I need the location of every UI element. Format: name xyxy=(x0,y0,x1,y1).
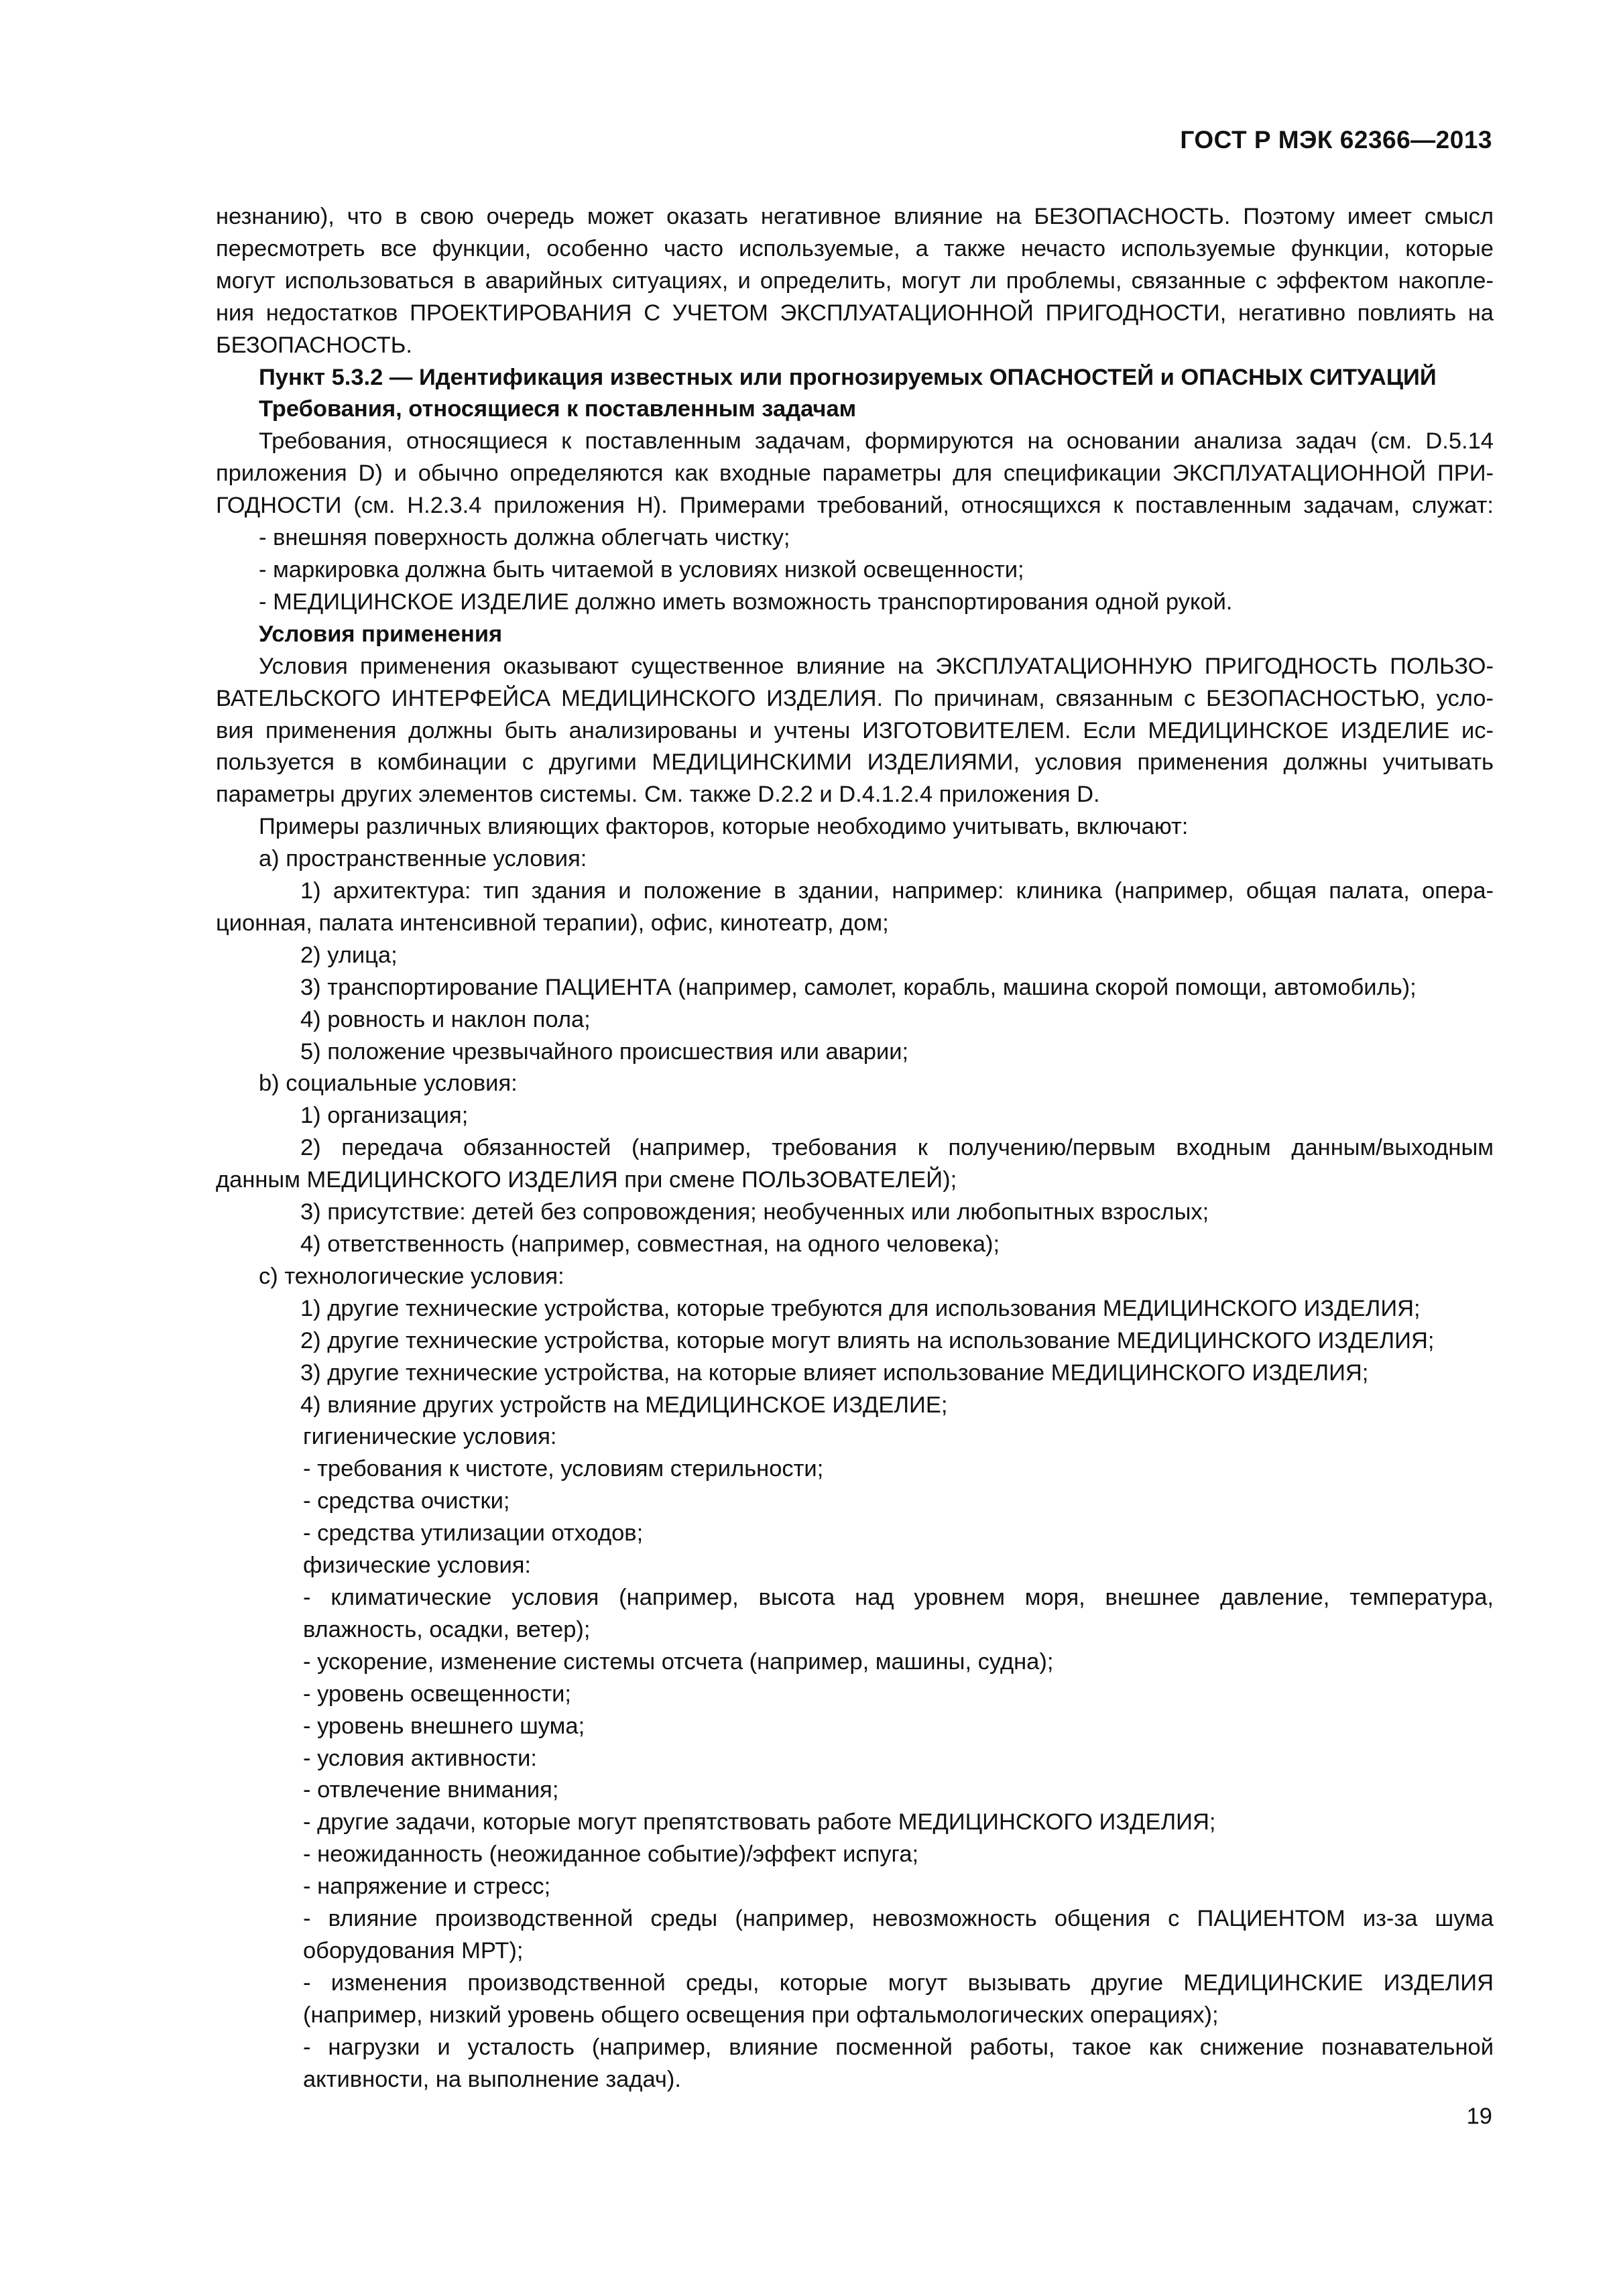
section-heading: Требования, относящиеся к поставленным задачам xyxy=(259,396,857,422)
text-line: - отвлечение внимания; xyxy=(303,1777,559,1803)
text-line: а) пространственные условия: xyxy=(259,846,587,872)
text-line: Условия применения оказывают существенное влияние на ЭКСПЛУАТАЦИОННУЮ ПРИГОДНОСТЬ ПОЛЬЗО- xyxy=(259,653,1494,679)
text-line: незнанию), что в свою очередь может оказать негативное влияние на БЕЗОПАСНОСТЬ. Поэтому имеет смысл xyxy=(216,204,1494,229)
text-line: пользуется в комбинации с другими МЕДИЦИНСКИМИ ИЗДЕЛИЯМИ, условия применения должны учитывать xyxy=(216,749,1494,776)
text-line: - другие задачи, которые могут препятствовать работе МЕДИЦИНСКОГО ИЗДЕЛИЯ; xyxy=(303,1809,1216,1835)
text-line: - неожиданность (неожиданное событие)/эффект испуга; xyxy=(303,1841,919,1868)
text-line: с) технологические условия: xyxy=(259,1263,564,1289)
text-line: могут использоваться в аварийных ситуациях, и определить, могут ли проблемы, связанные с эффектом накопле- xyxy=(216,267,1494,294)
text-line: гигиенические условия: xyxy=(303,1424,557,1450)
text-line: 2) улица; xyxy=(300,942,398,968)
text-line: активности, на выполнение задач). xyxy=(303,2066,681,2092)
text-line: - изменения производственной среды, которые могут вызывать другие МЕДИЦИНСКИЕ ИЗДЕЛИЯ xyxy=(303,1970,1494,1996)
text-line: 4) влияние других устройств на МЕДИЦИНСКОЕ ИЗДЕЛИЕ; xyxy=(300,1392,948,1418)
text-line: - средства очистки; xyxy=(303,1488,510,1514)
text-line: - средства утилизации отходов; xyxy=(303,1520,644,1547)
text-line: - ускорение, изменение системы отсчета (например, машины, судна); xyxy=(303,1648,1054,1675)
text-line: 3) транспортирование ПАЦИЕНТА (например, самолет, корабль, машина скорой помощи, автомобиль); xyxy=(300,974,1417,1000)
text-line: 1) организация; xyxy=(300,1103,469,1129)
text-line: 1) другие технические устройства, которые требуются для использования МЕДИЦИНСКОГО ИЗДЕЛИЯ; xyxy=(300,1295,1421,1321)
text-line: ГОДНОСТИ (см. Н.2.3.4 приложения Н). Примерами требований, относящихся к поставленным задачам, служат: xyxy=(216,493,1494,519)
text-line: приложения D) и обычно определяются как входные параметры для спецификации ЭКСПЛУАТАЦИОННОЙ ПРИ- xyxy=(216,461,1494,487)
text-line: (например, низкий уровень общего освещения при офтальмологических операциях); xyxy=(303,2002,1219,2028)
text-line: - нагрузки и усталость (например, влияние посменной работы, такое как снижение познавательной xyxy=(303,2034,1494,2060)
text-line: ционная, палата интенсивной терапии), офис, кинотеатр, дом; xyxy=(216,910,889,936)
text-line: 3) присутствие: детей без сопровождения; необученных или любопытных взрослых; xyxy=(300,1199,1209,1225)
section-heading: Пункт 5.3.2 — Идентификация известных или прогнозируемых ОПАСНОСТЕЙ и ОПАСНЫХ СИТУАЦИЙ xyxy=(259,364,1437,390)
text-line: физические условия: xyxy=(303,1553,531,1579)
text-line: 2) другие технические устройства, которые могут влиять на использование МЕДИЦИНСКОГО ИЗДЕЛИЯ; xyxy=(300,1327,1435,1353)
text-line: 4) ровность и наклон пола; xyxy=(300,1006,591,1032)
text-line: - условия активности: xyxy=(303,1745,537,1771)
text-line: БЕЗОПАСНОСТЬ. xyxy=(216,332,412,358)
text-line: 1) архитектура: тип здания и положение в здании, например: клиника (например, общая палата, опера- xyxy=(300,878,1494,904)
text-line: 3) другие технические устройства, на которые влияет использование МЕДИЦИНСКОГО ИЗДЕЛИЯ; xyxy=(300,1360,1369,1386)
text-line: Требования, относящиеся к поставленным задачам, формируются на основании анализа задач (см. D.5.14 xyxy=(259,428,1494,455)
text-line: - напряжение и стресс; xyxy=(303,1874,551,1900)
section-heading: Условия применения xyxy=(259,621,503,647)
text-line: Примеры различных влияющих факторов, которые необходимо учитывать, включают: xyxy=(259,814,1189,840)
text-line: - внешняя поверхность должна облегчать чистку; xyxy=(259,525,790,551)
text-line: - уровень освещенности; xyxy=(303,1681,572,1707)
standard-header: ГОСТ Р МЭК 62366—2013 xyxy=(1180,126,1492,154)
text-line: - маркировка должна быть читаемой в условиях низкой освещенности; xyxy=(259,556,1024,583)
text-line: - климатические условия (например, высота над уровнем моря, внешнее давление, температура, xyxy=(303,1584,1494,1610)
text-line: - требования к чистоте, условиям стерильности; xyxy=(303,1456,824,1482)
page-number: 19 xyxy=(1466,2104,1492,2129)
text-line: ВАТЕЛЬСКОГО ИНТЕРФЕЙСА МЕДИЦИНСКОГО ИЗДЕЛИЯ. По причинам, связанным с БЕЗОПАСНОСТЬЮ, усло- xyxy=(216,685,1494,711)
text-line: пересмотреть все функции, особенно часто используемые, а также нечасто используемые функции, которые xyxy=(216,235,1494,261)
text-line: - уровень внешнего шума; xyxy=(303,1713,585,1739)
text-line: 4) ответственность (например, совместная, на одного человека); xyxy=(300,1231,1000,1257)
text-line: оборудования МРТ); xyxy=(303,1937,524,1963)
text-line: параметры других элементов системы. См. также D.2.2 и D.4.1.2.4 приложения D. xyxy=(216,782,1100,808)
text-line: вия применения должны быть анализированы и учтены ИЗГОТОВИТЕЛЕМ. Если МЕДИЦИНСКОЕ ИЗДЕЛИЕ ис- xyxy=(216,717,1494,743)
text-line: ния недостатков ПРОЕКТИРОВАНИЯ С УЧЕТОМ ЭКСПЛУАТАЦИОННОЙ ПРИГОДНОСТИ, негативно повлиять на xyxy=(216,300,1494,326)
text-line: 5) положение чрезвычайного происшествия или аварии; xyxy=(300,1038,909,1065)
text-line: влажность, осадки, ветер); xyxy=(303,1616,591,1642)
document-body xyxy=(216,201,1494,2096)
text-line: b) социальные условия: xyxy=(259,1071,518,1097)
text-line: 2) передача обязанностей (например, требования к получению/первым входным данным/выходным xyxy=(300,1135,1494,1161)
text-line: - МЕДИЦИНСКОЕ ИЗДЕЛИЕ должно иметь возможность транспортирования одной рукой. xyxy=(259,589,1233,615)
text-line: - влияние производственной среды (например, невозможность общения с ПАЦИЕНТОМ из-за шума xyxy=(303,1906,1494,1932)
text-line: данным МЕДИЦИНСКОГО ИЗДЕЛИЯ при смене ПОЛЬЗОВАТЕЛЕЙ); xyxy=(216,1167,957,1193)
